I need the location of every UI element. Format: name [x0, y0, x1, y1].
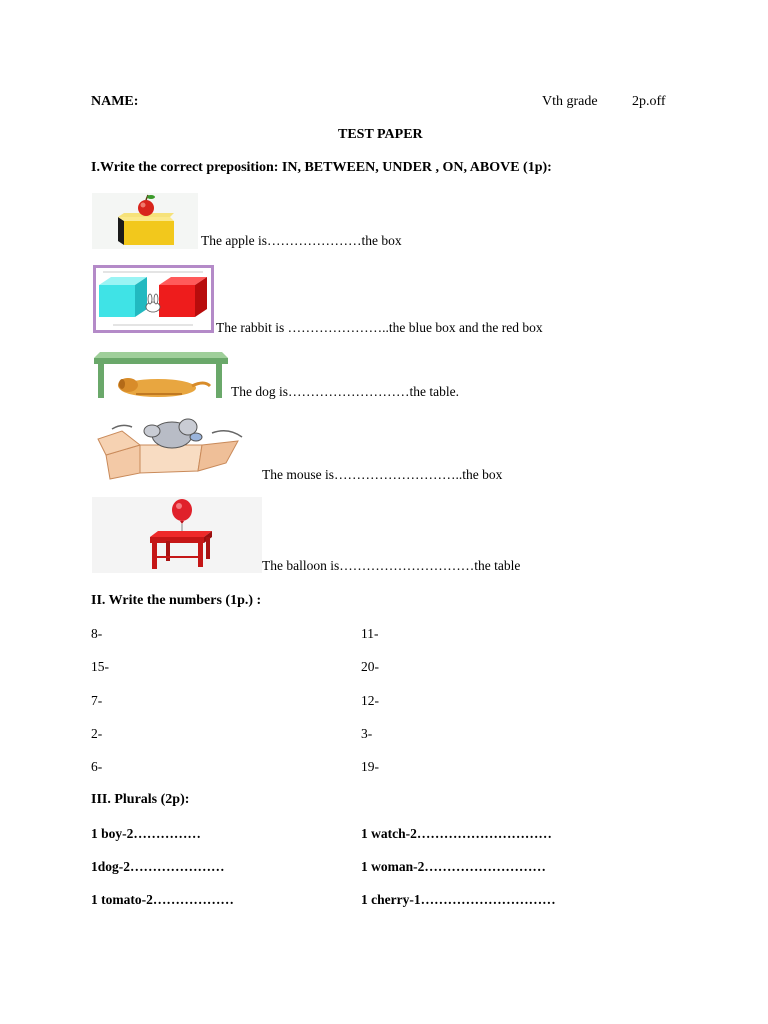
- apple-on-box-picture: [92, 193, 198, 249]
- number-item-right: 20-: [361, 659, 379, 674]
- plural-item-left: 1 boy-2……………: [91, 826, 201, 841]
- section2-heading: II. Write the numbers (1p.) :: [91, 593, 262, 608]
- mouse-in-box-picture: [92, 415, 248, 481]
- number-item-right: 11-: [361, 626, 379, 641]
- points-label: 2p.off: [632, 94, 666, 109]
- number-item-right: 19-: [361, 759, 379, 774]
- number-item-right: 3-: [361, 726, 373, 741]
- plural-item-right: 1 woman-2………………………: [361, 859, 546, 874]
- section3-heading: III. Plurals (2p):: [91, 792, 190, 807]
- plural-item-left: 1dog-2…………………: [91, 859, 225, 874]
- sentence-2: The rabbit is …………………..the blue box and the red box: [216, 320, 543, 335]
- number-item-left: 8-: [91, 626, 103, 641]
- balloon-above-table-picture: [92, 497, 262, 573]
- sentence-4: The mouse is………………………..the box: [262, 467, 503, 482]
- plural-item-left: 1 tomato-2………………: [91, 892, 234, 907]
- plural-item-right: 1 cherry-1…………………………: [361, 892, 556, 907]
- number-item-left: 15-: [91, 659, 109, 674]
- section1-heading: I.Write the correct preposition: IN, BETWEEN, UNDER , ON, ABOVE (1p):: [91, 160, 552, 175]
- number-item-left: 6-: [91, 759, 103, 774]
- number-item-left: 7-: [91, 693, 103, 708]
- plural-item-right: 1 watch-2…………………………: [361, 826, 552, 841]
- sentence-1: The apple is…………………the box: [201, 233, 402, 248]
- name-label: NAME:: [91, 94, 139, 109]
- page-title: TEST PAPER: [338, 127, 423, 142]
- sentence-3: The dog is………………………the table.: [231, 384, 459, 399]
- dog-under-table-picture: [92, 350, 230, 400]
- rabbit-between-boxes-picture: [93, 265, 214, 333]
- grade-label: Vth grade: [542, 94, 598, 109]
- sentence-5: The balloon is…………………………the table: [262, 558, 521, 573]
- number-item-left: 2-: [91, 726, 103, 741]
- number-item-right: 12-: [361, 693, 379, 708]
